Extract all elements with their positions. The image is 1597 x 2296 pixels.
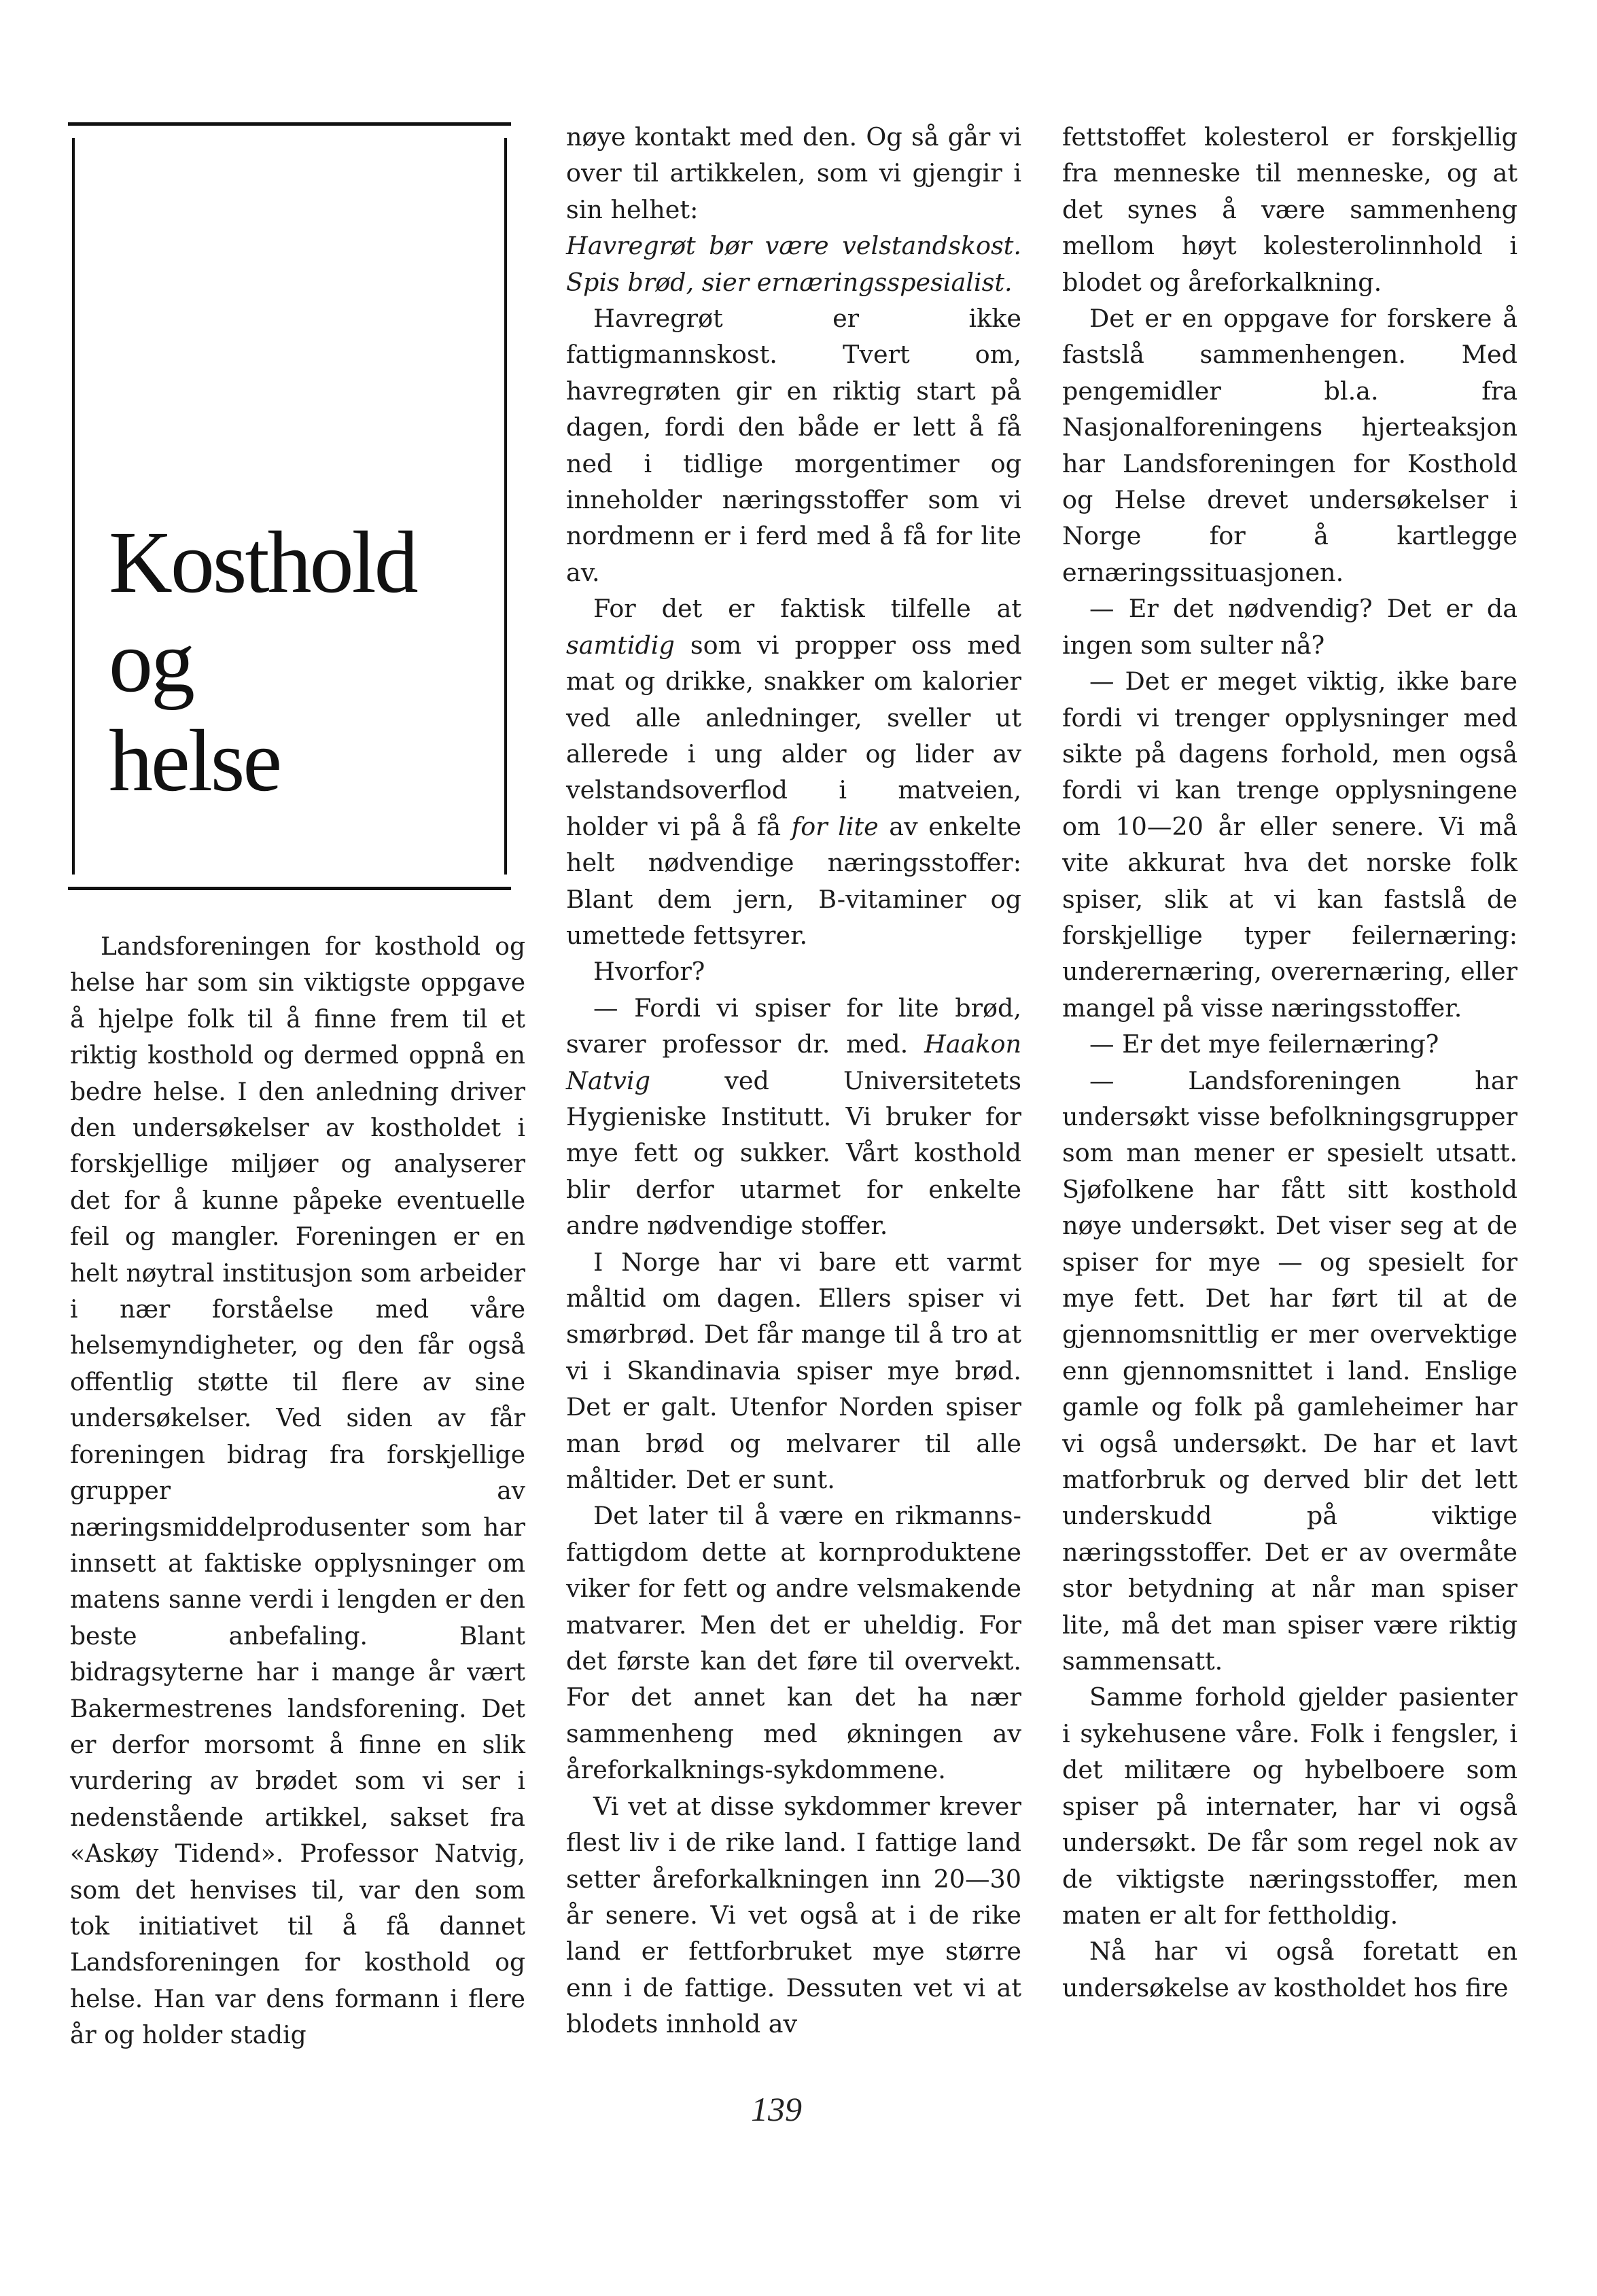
text-run: som vi propper oss med mat og drikke, snakker om kalorier ved alle anledninger, sveller ut allerede i ung alder og lider av velstandsoverflod i matveien, holder vi på å få	[566, 630, 1021, 841]
paragraph: — Er det mye feilernæring?	[1089, 1029, 1439, 1059]
paragraph: — Er det nødvendig? Det er da ingen som sulter nå?	[1062, 594, 1517, 660]
emphasis: samtidig	[566, 630, 675, 660]
paragraph: nøye kontakt med den. Og så går vi over til artikkelen, som vi gjengir i sin helhet:	[566, 122, 1021, 224]
headline-line-1: Havregrøt bør være velstandskost.	[566, 231, 1021, 261]
text-run: av enkelte helt nødvendige næringsstoffer: Blant dem jern, B-vitaminer og umettede fettsyrer.	[566, 811, 1021, 950]
article-title	[109, 513, 417, 811]
column-2	[566, 119, 1021, 2043]
paragraph: Samme forhold gjelder pasienter i sykehusene våre. Folk i fengsler, i det militære og hybelboere som spiser på internater, har vi også undersøkt. De får som regel nok av de viktigste næringsstoffer, men maten er alt for fettholdig.	[1062, 1682, 1517, 1930]
title-box-left-rule	[72, 138, 75, 875]
paragraph: Havregrøt er ikke fattigmannskost. Tvert om, havregrøten gir en riktig start på dagen, fordi den både er lett å få ned i tidlige morgentimer og inneholder næringsstoffer som vi nordmenn er i ferd med å få for lite av.	[566, 304, 1021, 587]
title-line-3: helse	[109, 712, 281, 810]
emphasis: for lite	[791, 811, 879, 841]
page-number: 139	[751, 2090, 802, 2128]
column-3	[1062, 119, 1517, 2006]
emphasis: Haakon Natvig	[566, 1029, 1021, 1095]
paragraph: Det later til å være en rikmanns-fattigdom dette at kornproduktene viker for fett og andre velsmakende matvarer. Men det er uheldig. For det første kan det føre til overvekt. For det annet kan det ha nær sammenheng med økningen av åreforkalknings-sykdommene.	[566, 1501, 1021, 1785]
article-headline	[566, 228, 1021, 300]
paragraph: fettstoffet kolesterol er forskjellig fra menneske til menneske, og at det synes å være sammenheng mellom høyt kolesterolinnhold i blodet og åreforkalkning.	[1062, 122, 1517, 297]
text-run: ved Universitetets Hygieniske Institutt. Vi bruker for mye fett og sukker. Vårt kosthold blir derfor utarmet for enkelte andre nødvendige stoffer.	[566, 1065, 1021, 1241]
paragraph: — Det er meget viktig, ikke bare fordi vi trenger opplysninger med sikte på dagens forhold, men også fordi vi kan trenge opplysningene om 10—20 år eller senere. Vi må vite akkurat hva det norske folk spiser, slik at vi kan fastslå de forskjellige typer feilernæring: underernæring, overernæring, eller mangel på visse næringsstoffer.	[1062, 667, 1517, 1023]
intro-paragraph: Landsforeningen for kosthold og helse har som sin viktigste oppgave å hjelpe folk til å finne frem til et riktig kosthold og dermed oppnå en bedre helse. I den anledning driver den undersøkelser av kostholdet i forskjellige miljøer og analyserer det for å kunne påpeke eventuelle feil og mangler. Foreningen er en helt nøytral institusjon som arbeider i nær forståelse med våre helsemyndigheter, og den får også offentlig støtte til flere av sine undersøkelser. Ved siden av får foreningen bidrag fra forskjellige grupper av næringsmiddelprodusenter som har innsett at faktiske opplysninger om matens sanne verdi i lengden er den beste anbefaling. Blant bidragsyterne har i mange år vært Bakermestrenes landsforening. Det er derfor morsomt å finne en slik vurdering av brødet som vi ser i nedenstående artikkel, sakset fra «Askøy Tidend». Professor Natvig, som det henvises til, var den som tok initiativet til å få dannet Landsforeningen for kosthold og helse. Han var dens formann i flere år og holder stadig	[70, 933, 525, 2050]
text-run: For det er faktisk tilfelle at	[593, 594, 1021, 624]
paragraph: Vi vet at disse sykdommer krever flest liv i de rike land. I fattige land setter åreforkalkningen inn 20—30 år senere. Vi vet også at i de rike land er fettforbruket mye større enn i de fattige. Dessuten vet vi at blodets innhold av	[566, 1791, 1021, 2039]
title-box	[68, 122, 511, 890]
title-line-1: Kosthold	[109, 514, 417, 612]
paragraph	[566, 590, 1021, 953]
paragraph: — Landsforeningen har undersøkt visse befolkningsgrupper som man mener er spesielt utsatt. Sjøfolkene har fått sitt kosthold nøye undersøkt. Det viser seg at de spiser for mye — og spesielt for mye fett. Det har ført til at de gjennomsnittlig er mer overvektige enn gjennomsnittet i land. Enslige gamle og folk på gamleheimer har vi også undersøkt. De har et lavt matforbruk og derved blir det lett underskudd på viktige næringsstoffer. Det er av overmåte stor betydning at når man spiser lite, må det man spiser være riktig sammensatt.	[1062, 1065, 1517, 1676]
paragraph: Nå har vi også foretatt en undersøkelse av kostholdet hos fire	[1062, 1937, 1517, 2002]
title-line-2: og	[109, 613, 193, 711]
column-1	[70, 929, 525, 2054]
headline-line-2: Spis brød, sier ernæringsspesialist.	[566, 267, 1013, 297]
paragraph: Hvorfor?	[593, 957, 705, 987]
paragraph: I Norge har vi bare ett varmt måltid om dagen. Ellers spiser vi smørbrød. Det får mange til å tro at vi i Skandinavia spiser mye brød. Det er galt. Utenfor Norden spiser man brød og melvarer til alle måltider. Det er sunt.	[566, 1247, 1021, 1495]
title-box-right-rule	[504, 138, 507, 875]
paragraph: Det er en oppgave for forskere å fastslå sammenhengen. Med pengemidler bl.a. fra Nasjonalforeningens hjerteaksjon har Landsforeningen for Kosthold og Helse drevet undersøkelser i Norge for å kartlegge ernæringssituasjonen.	[1062, 304, 1517, 587]
paragraph	[566, 990, 1021, 1244]
text-run: — Fordi vi spiser for lite brød, svarer professor dr. med.	[566, 993, 1021, 1059]
